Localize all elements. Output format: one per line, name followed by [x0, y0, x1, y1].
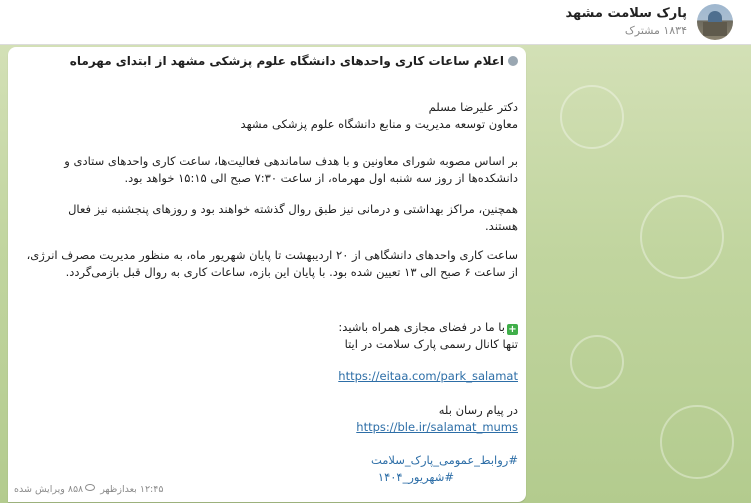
paragraph-2 [18, 201, 518, 235]
follow-line [18, 319, 518, 336]
paragraph-line: دانشکده‌ها از روز سه شنبه اول مهرماه، از ساعت ۷:۳۰ صبح الی ۱۵:۱۵ خواهد بود. [124, 171, 518, 185]
message-time: ۱۲:۴۵ بعدازظهر [100, 484, 164, 495]
view-count: ۸۵۸ [67, 484, 84, 495]
author-block [18, 99, 518, 133]
paragraph-line: ساعت کاری واحدهای دانشگاهی از ۲۰ اردیبهشت تا پایان شهریور ماه، به منظور مدیریت مصرف انرژی، [26, 248, 518, 262]
eitaa-link[interactable]: https://eitaa.com/park_salamat [338, 369, 518, 383]
paragraph-line: همچنین، مراکز بهداشتی و درمانی نیز طبق روال گذشته خواهند بود و روزهای پنجشنبه نیز فعال [68, 202, 518, 216]
channel-title[interactable]: پارک سلامت مشهد [565, 6, 687, 21]
paragraph-line: بر اساس مصوبه شورای معاونین و با هدف ساماندهی فعالیت‌ها، ساعت کاری واحدهای ستادی و [64, 154, 518, 168]
follow-text: با ما در فضای مجازی همراه باشید: [338, 320, 505, 334]
author-name: دکتر علیرضا مسلم [428, 100, 518, 114]
chat-area[interactable] [0, 45, 751, 503]
bullet-icon [508, 56, 518, 66]
hashtag-link[interactable]: #شهریور_۱۴۰۴ [377, 470, 454, 484]
message-headline [70, 53, 518, 70]
message-meta [14, 481, 163, 498]
headline-text: اعلام ساعات کاری واحدهای دانشگاه علوم پزشکی مشهد از ابتدای مهرماه [69, 54, 504, 68]
background-doodle [640, 195, 724, 279]
message-bubble[interactable] [8, 47, 526, 502]
paragraph-1 [18, 153, 518, 187]
bale-link[interactable]: https://ble.ir/salamat_mums [356, 420, 518, 434]
background-doodle [660, 405, 734, 479]
author-role: معاون توسعه مدیریت و منابع دانشگاه علوم پزشکی مشهد [240, 117, 518, 131]
hashtag-link[interactable]: #روابط_عمومی_پارک_سلامت [370, 453, 518, 467]
follow-subline: تنها کانال رسمی پارک سلامت در ایتا [344, 337, 518, 351]
background-doodle [560, 85, 624, 149]
bale-label: در پیام رسان بله [438, 403, 518, 417]
paragraph-3 [18, 247, 518, 281]
edited-label: ویرایش شده [14, 484, 65, 495]
bale-block [18, 402, 518, 436]
channel-avatar[interactable] [697, 4, 733, 40]
eitaa-link-row [18, 368, 518, 385]
background-doodle [570, 335, 624, 389]
follow-block [18, 319, 518, 353]
check-icon: + [508, 324, 517, 335]
building-shape [703, 22, 727, 36]
channel-header[interactable] [0, 0, 751, 45]
subscriber-count: ۱۸۳۴ مشترک [624, 24, 687, 37]
eye-icon [85, 484, 95, 491]
paragraph-line: از ساعت ۶ صبح الی ۱۳ تعیین شده بود. با پایان این بازه، ساعات کاری به روال قبل بازمی‌گردد. [65, 265, 518, 279]
paragraph-line: هستند. [485, 219, 518, 233]
